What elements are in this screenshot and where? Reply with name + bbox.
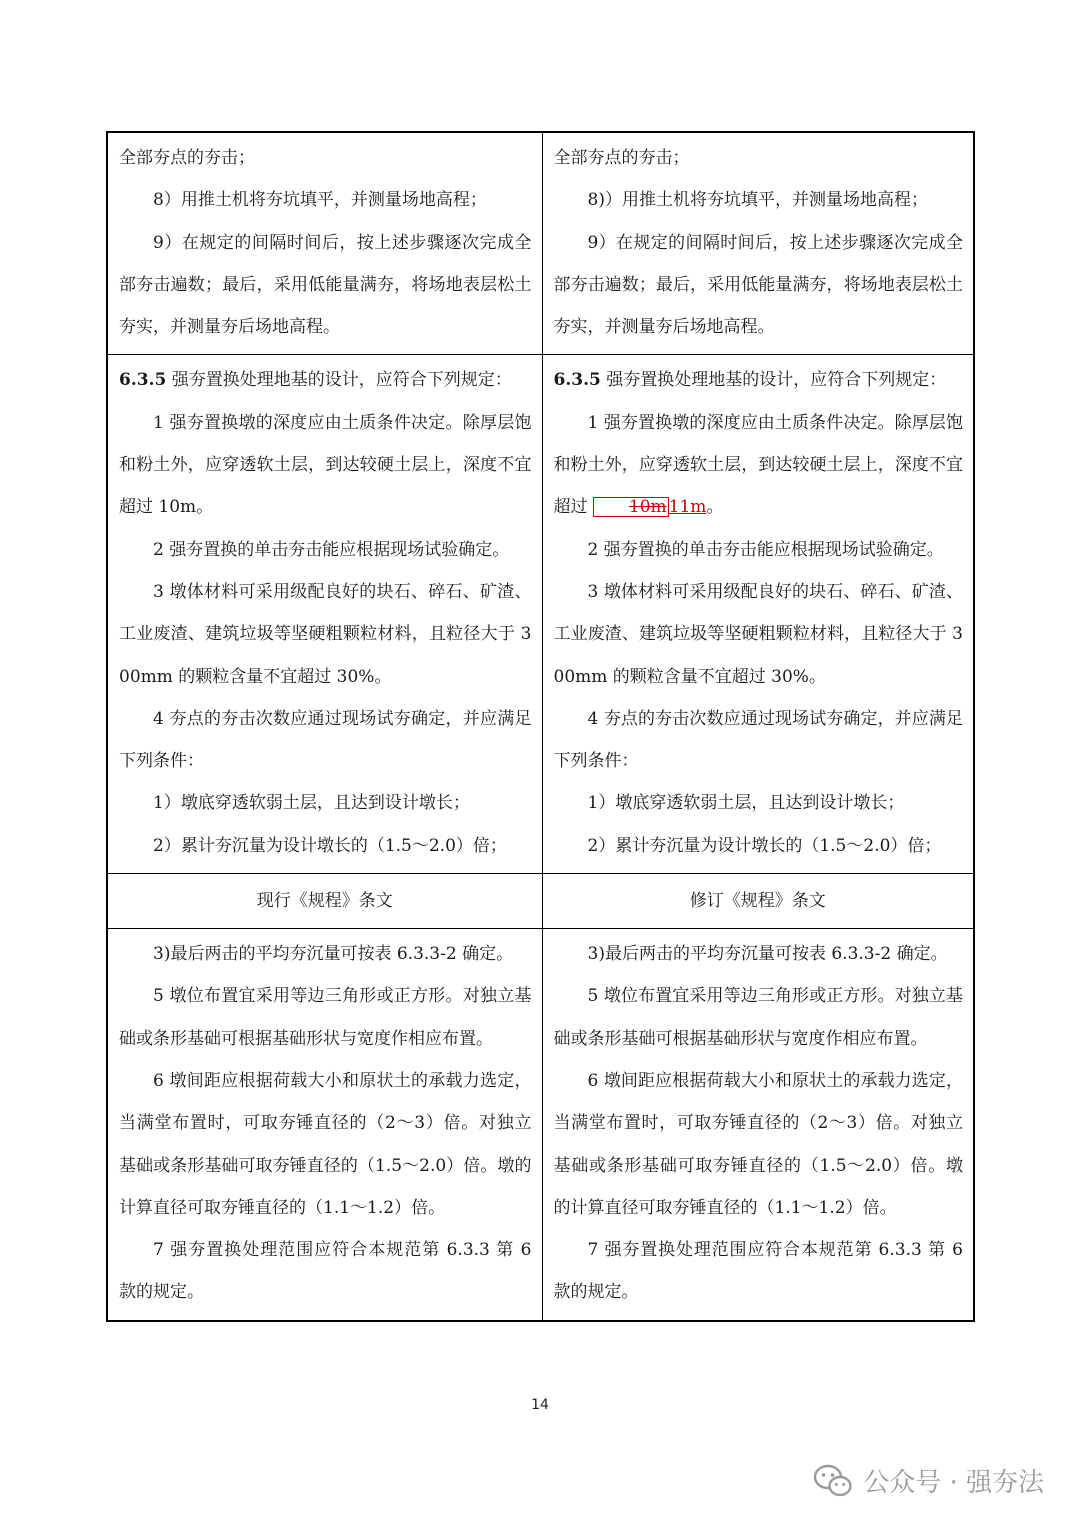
current-text-cell (107, 132, 542, 355)
revised-text-cell (542, 355, 974, 874)
column-header-current: 现行《规程》条文 (107, 874, 542, 929)
paragraph: 8)）用推土机将夯坑填平，并测量场地高程； (587, 190, 928, 211)
watermark-text: 公众号 · 强夯法 (863, 1468, 1044, 1498)
revised-text-cell (542, 929, 974, 1321)
clause-title: 强夯置换处理地基的设计，应符合下列规定： (600, 370, 947, 391)
paragraph: 3 墩体材料可采用级配良好的块石、碎石、矿渣、工业废渣、建筑垃圾等坚硬粗颗粒材料，且粒径大于 300mm 的颗粒含量不宜超过 30%。 (553, 581, 963, 687)
revised-text-cell (542, 132, 974, 355)
paragraph: 1）墩底穿透软弱土层，且达到设计墩长； (587, 793, 905, 814)
inserted-text-mark: 11m (668, 497, 707, 518)
paragraph: 9）在规定的间隔时间后，按上述步骤逐次完成全部夯击遍数；最后，采用低能量满夯，将场地表层松土夯实，并测量夯后场地高程。 (553, 232, 963, 338)
paragraph: 4 夯点的夯击次数应通过现场试夯确定，并应满足下列条件： (119, 708, 532, 772)
text: 。 (706, 497, 724, 518)
current-text-cell (107, 355, 542, 874)
paragraph: 3)最后两击的平均夯沉量可按表 6.3.3-2 确定。 (153, 944, 514, 965)
text: 1 强夯置换墩的深度应由土质条件决定。除厚层饱和粉土外，应穿透软土层，到达较硬土层上，深度不宜超过 (553, 412, 963, 518)
paragraph: 1 强夯置换墩的深度应由土质条件决定。除厚层饱和粉土外，应穿透软土层，到达较硬土层上，深度不宜超过 10m。 (119, 412, 532, 518)
paragraph (554, 402, 964, 529)
paragraph: 5 墩位布置宜采用等边三角形或正方形。对独立基础或条形基础可根据基础形状与宽度作相应布置。 (119, 986, 532, 1049)
paragraph: 9）在规定的间隔时间后，按上述步骤逐次完成全部夯击遍数；最后，采用低能量满夯，将场地表层松土夯实，并测量夯后场地高程。 (119, 232, 532, 338)
paragraph: 3)最后两击的平均夯沉量可按表 6.3.3-2 确定。 (587, 944, 948, 965)
column-header-revised: 修订《规程》条文 (542, 874, 974, 929)
table-row (107, 929, 974, 1321)
watermark (813, 1462, 1044, 1499)
paragraph: 2）累计夯沉量为设计墩长的（1.5～2.0）倍； (153, 835, 507, 856)
paragraph: 2 强夯置换的单击夯击能应根据现场试验确定。 (153, 539, 510, 560)
paragraph: 7 强夯置换处理范围应符合本规范第 6.3.3 第 6 款的规定。 (119, 1240, 532, 1303)
paragraph: 7 强夯置换处理范围应符合本规范第 6.3.3 第 6 款的规定。 (553, 1240, 963, 1303)
paragraph: 5 墩位布置宜采用等边三角形或正方形。对独立基础或条形基础可根据基础形状与宽度作相应布置。 (553, 986, 963, 1049)
current-text-cell (107, 929, 542, 1321)
clause-number: 6.3.5 (553, 370, 601, 391)
paragraph: 6 墩间距应根据荷载大小和原状土的承载力选定，当满堂布置时，可取夯锤直径的（2～3）倍。对独立基础或条形基础可取夯锤直径的（1.5～2.0）倍。墩的计算直径可取夯锤直径的（1.1～1.2）倍。 (119, 1070, 532, 1218)
paragraph: 全部夯点的夯击； (119, 148, 255, 168)
paragraph: 2）累计夯沉量为设计墩长的（1.5～2.0）倍； (587, 835, 942, 856)
paragraph: 8）用推土机将夯坑填平，并测量场地高程； (153, 190, 487, 211)
clause-heading (554, 359, 964, 401)
deleted-text-mark: 10m (593, 497, 669, 517)
comparison-table (106, 131, 975, 1322)
paragraph: 全部夯点的夯击； (553, 148, 690, 168)
wechat-icon (813, 1463, 853, 1499)
clause-title: 强夯置换处理地基的设计，应符合下列规定： (166, 370, 512, 391)
table-header-row (107, 874, 974, 929)
paragraph: 1）墩底穿透软弱土层，且达到设计墩长； (153, 793, 470, 814)
paragraph: 4 夯点的夯击次数应通过现场试夯确定，并应满足下列条件： (553, 708, 963, 772)
paragraph: 2 强夯置换的单击夯击能应根据现场试验确定。 (587, 539, 944, 560)
table-row (107, 355, 974, 874)
page-number: 14 (531, 1397, 549, 1413)
paragraph: 6 墩间距应根据荷载大小和原状土的承载力选定，当满堂布置时，可取夯锤直径的（2～3）倍。对独立基础或条形基础可取夯锤直径的（1.5～2.0）倍。墩的计算直径可取夯锤直径的（1.1～1.2）倍。 (553, 1070, 963, 1218)
paragraph: 3 墩体材料可采用级配良好的块石、碎石、矿渣、工业废渣、建筑垃圾等坚硬粗颗粒材料，且粒径大于 300mm 的颗粒含量不宜超过 30%。 (119, 581, 532, 687)
clause-heading (119, 359, 532, 401)
clause-number: 6.3.5 (119, 370, 167, 391)
table-row (107, 132, 974, 355)
